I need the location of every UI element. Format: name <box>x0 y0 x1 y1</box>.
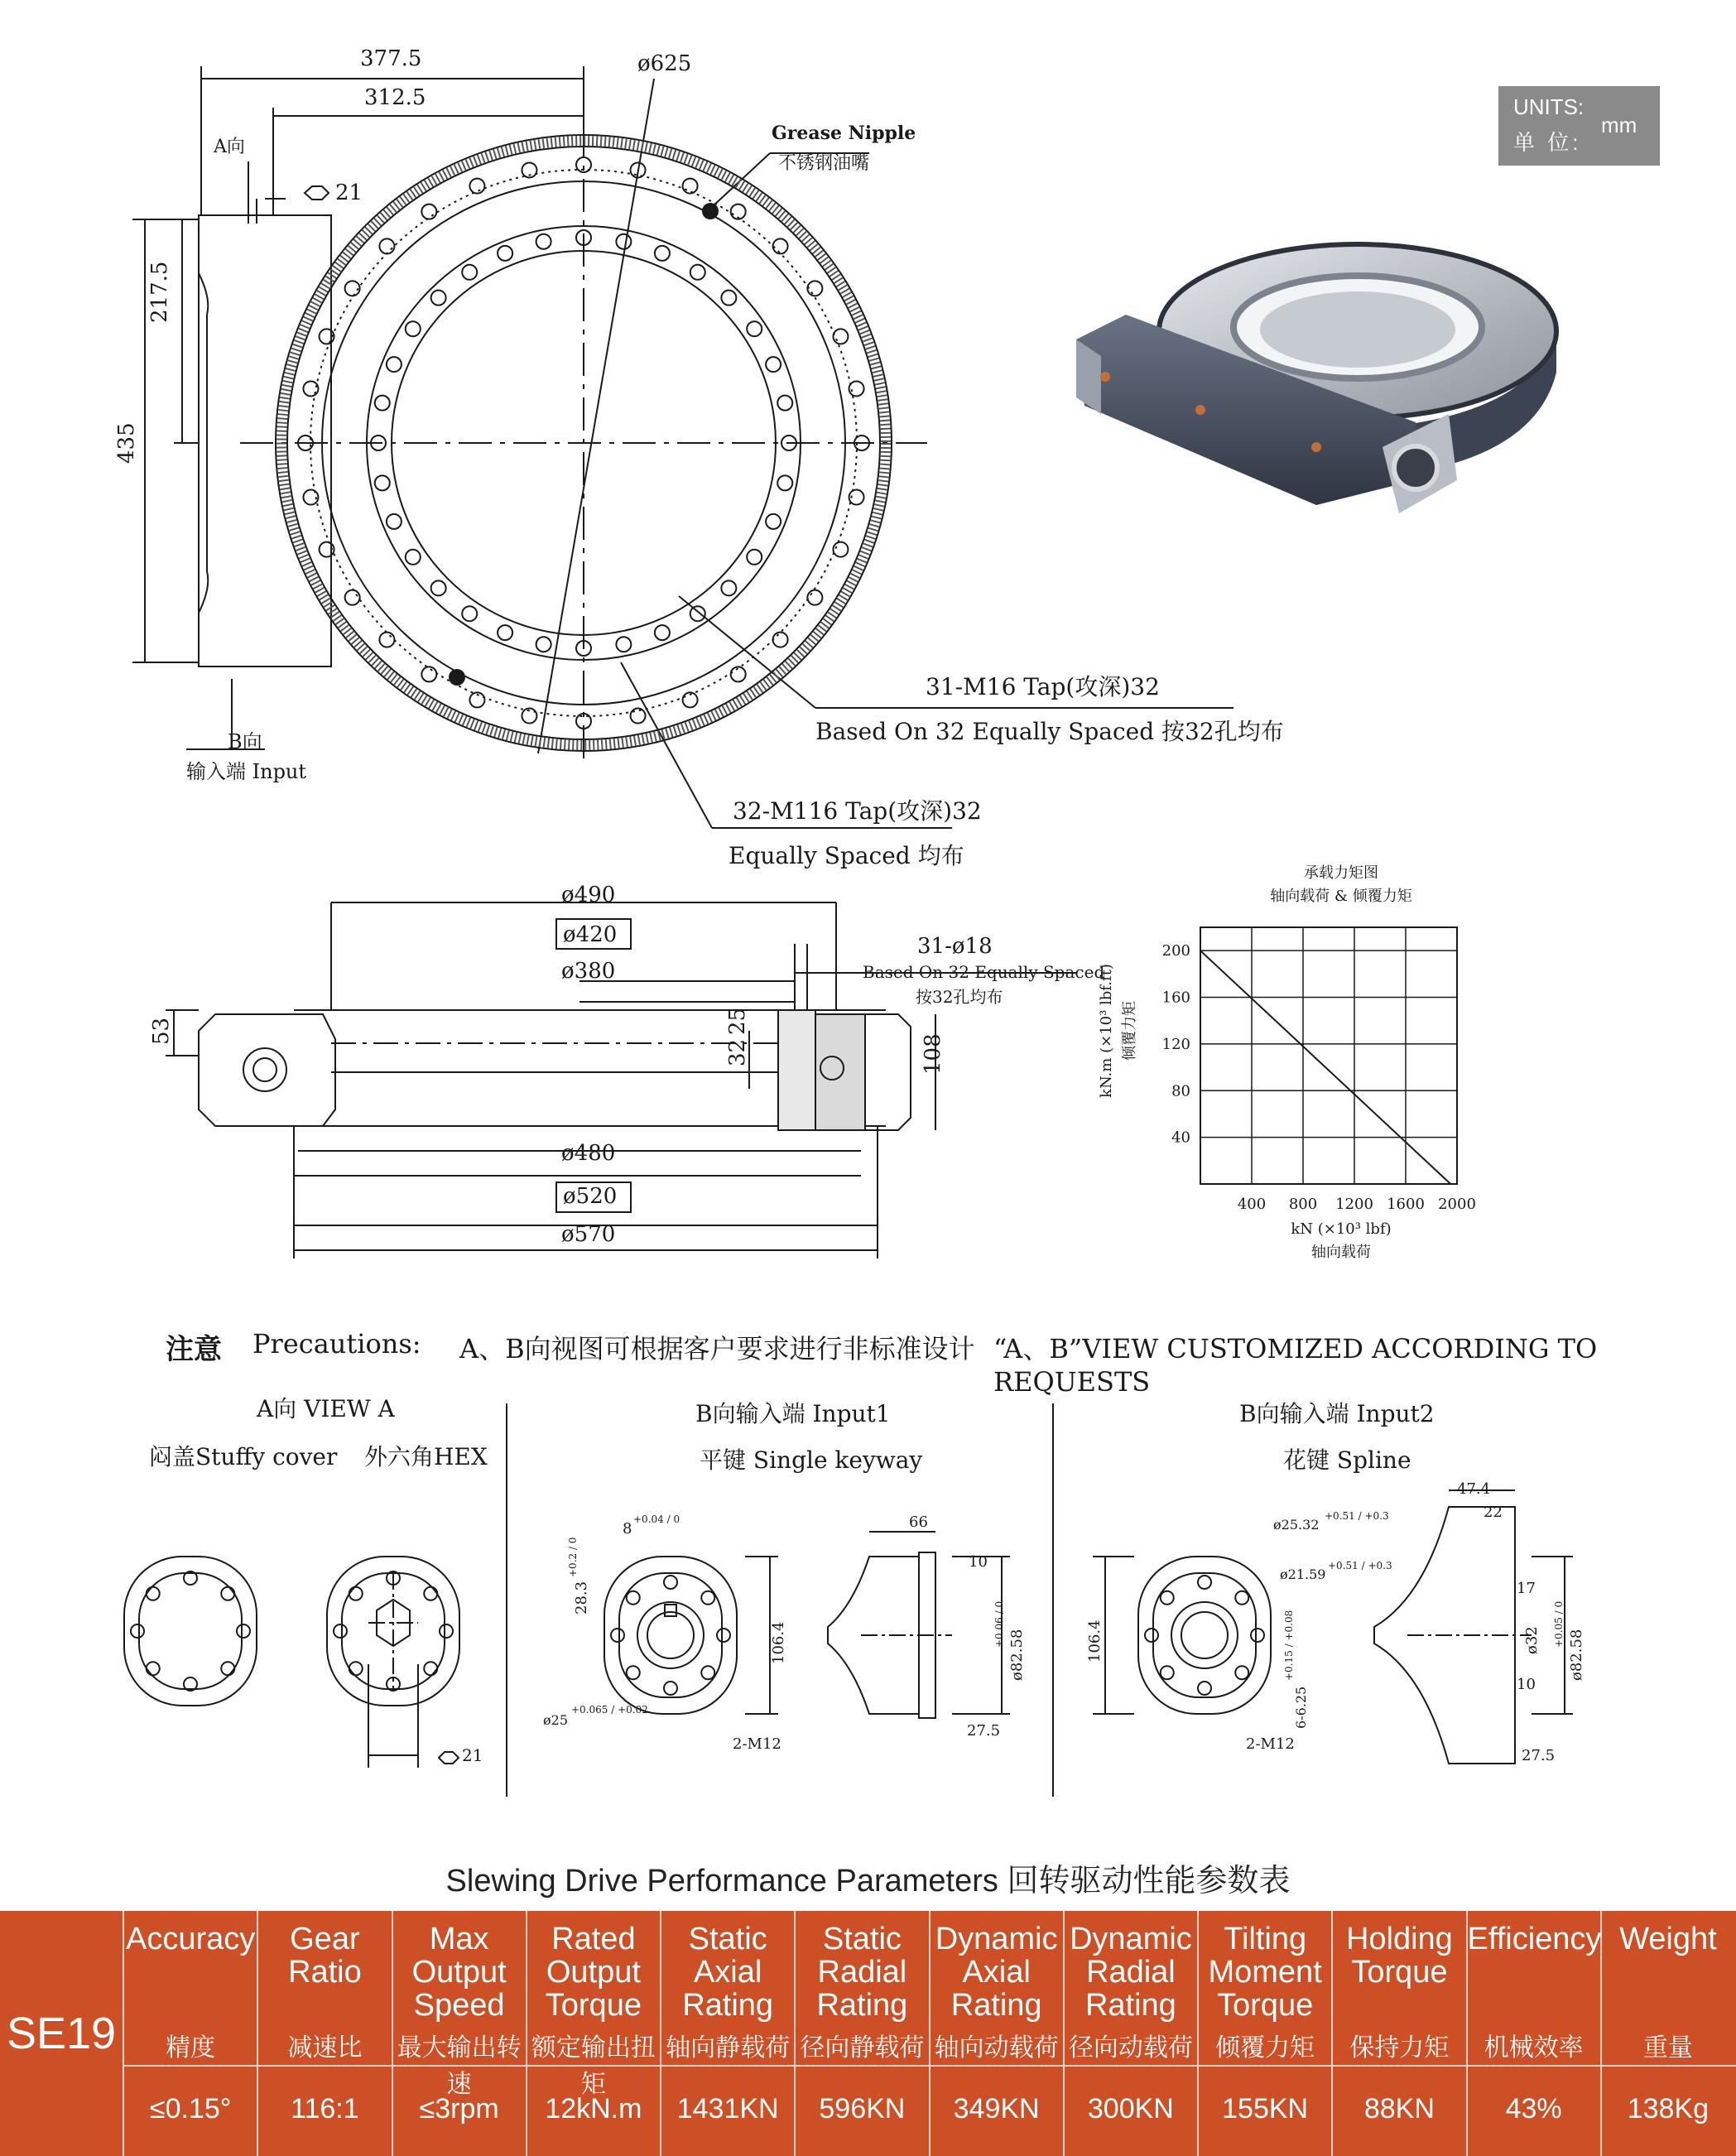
cover-bolt-hole <box>424 1587 437 1600</box>
input1-d66: 66 <box>909 1514 928 1531</box>
cover-bolt-hole <box>664 1576 677 1589</box>
chart-y-tick: 80 <box>1171 1082 1190 1100</box>
input1-title: B向输入端 Input1 <box>695 1400 891 1427</box>
bolt-hole <box>469 179 484 194</box>
input2-d82: ø82.58 <box>1568 1629 1585 1681</box>
input1-d25: ø25 <box>543 1712 568 1728</box>
units-label-zh: 单 位: <box>1513 130 1582 155</box>
precautions-en-label: Precautions: <box>252 1328 421 1360</box>
bolt-hole <box>690 265 705 280</box>
cover-bolt-hole <box>147 1587 160 1600</box>
bolt-hole <box>431 580 446 595</box>
column-header-zh: 额定输出扭矩 <box>531 2034 656 2098</box>
dim-312: 312.5 <box>364 85 426 110</box>
bolt-hole <box>747 321 762 336</box>
cover-bolt-hole <box>237 1624 250 1638</box>
table-column <box>1065 1911 1199 2156</box>
dim-32: 32 <box>725 1038 750 1066</box>
tap2-line1: 32-M116 Tap(攻深)32 <box>733 797 982 825</box>
bolt-hole <box>536 637 551 652</box>
bolt-hole <box>773 238 788 253</box>
chart-y-tick: 160 <box>1161 989 1190 1007</box>
input2-d25: ø25.32 <box>1273 1517 1320 1533</box>
column-header-en: Max Output Speed <box>411 1922 507 2023</box>
bolt-hole <box>655 246 670 261</box>
bolt-hole <box>421 205 436 219</box>
bolt-hole <box>721 291 736 306</box>
column-header-en: Accuracy <box>125 1922 256 1956</box>
bolt-hole <box>345 590 360 605</box>
hex-21: 21 <box>335 180 363 205</box>
bolt-hole <box>387 514 402 529</box>
bolt-hole <box>773 633 788 647</box>
dim-d520: ø520 <box>563 1184 618 1209</box>
view-a-sub-right: 外六角HEX <box>364 1443 488 1470</box>
bolt-hole <box>303 381 318 396</box>
cover-bolt-hole <box>1161 1666 1174 1679</box>
column-header-zh: 最大输出转速 <box>397 2034 522 2098</box>
bolt-hole <box>616 637 631 652</box>
cover-bolt-hole <box>701 1591 714 1605</box>
cover-bolt-hole <box>131 1624 144 1638</box>
tap2-line2: Equally Spaced 均布 <box>729 842 964 869</box>
chart-xlabel: kN (×10³ lbf) <box>1291 1220 1392 1238</box>
dim-108: 108 <box>921 1033 945 1075</box>
performance-table <box>0 1911 1736 2156</box>
input2-d32: ø32 <box>1523 1626 1541 1654</box>
table-column <box>124 1911 258 2156</box>
input2-d21: ø21.59 <box>1280 1566 1326 1582</box>
input2-d82-tol: +0.05 / 0 <box>1553 1600 1565 1648</box>
table-title: Slewing Drive Performance Parameters 回转驱动性能参数表 <box>445 1864 1291 1899</box>
bolt-hole <box>747 550 762 565</box>
cover-bolt-hole <box>1235 1591 1248 1605</box>
cover-bolt-hole <box>664 1682 677 1695</box>
input2-spline-tol: +0.15 / +0.08 <box>1283 1610 1295 1681</box>
input1-sub: 平键 Single keyway <box>700 1446 923 1474</box>
bolt-hole <box>406 550 421 565</box>
input2-d17: 17 <box>1517 1580 1536 1597</box>
dim-d420: ø420 <box>563 922 618 947</box>
cover-bolt-hole <box>1198 1682 1211 1695</box>
chart-frame <box>1200 927 1457 1184</box>
bolt-hole <box>406 321 421 336</box>
grease-nipple-zh: 不锈钢油嘴 <box>778 153 870 174</box>
bolt-hole <box>690 606 705 621</box>
column-value: ≤0.15° <box>149 2093 232 2125</box>
bolt-hole <box>387 357 402 372</box>
column-header-en: Dynamic Radial Rating <box>1069 1922 1192 2023</box>
input1-d10: 10 <box>969 1553 988 1571</box>
cover-bolt-hole <box>221 1662 234 1675</box>
dim-d480: ø480 <box>561 1141 616 1166</box>
bolt-hole <box>616 234 631 249</box>
column-value: 1431KN <box>676 2093 779 2125</box>
load-chart <box>1076 853 1507 1283</box>
column-header-zh: 保持力矩 <box>1349 2034 1450 2062</box>
chart-x-tick: 800 <box>1288 1196 1318 1213</box>
cover-bolt-hole <box>627 1591 640 1605</box>
precautions-zh-text: A、B向视图可根据客户要求进行非标准设计 <box>459 1333 975 1364</box>
input1-d106: 106.4 <box>770 1621 787 1664</box>
chart-y-tick: 200 <box>1161 942 1190 960</box>
column-value: 116:1 <box>291 2093 359 2125</box>
grease-nipple-icon-2 <box>449 669 465 686</box>
bolt-hole <box>849 381 864 396</box>
column-value: 88KN <box>1363 2093 1435 2125</box>
tap1-line2: Based On 32 Equally Spaced 按32孔均布 <box>815 718 1284 745</box>
table-column <box>393 1911 527 2156</box>
column-value: ≤3rpm <box>419 2093 499 2125</box>
input2-d22: 22 <box>1484 1504 1503 1521</box>
cover-bolt-hole <box>349 1662 363 1675</box>
column-header-en: Weight <box>1619 1922 1717 1956</box>
input2-d25-tol: +0.51 / +0.3 <box>1325 1510 1389 1522</box>
column-header-zh: 径向静载荷 <box>800 2034 925 2062</box>
precautions-zh-label: 注意 <box>166 1333 222 1366</box>
cover-bolt-hole <box>147 1662 160 1675</box>
chart-y-tick: 120 <box>1161 1035 1190 1053</box>
dia-625: ø625 <box>637 51 692 76</box>
column-value: 138Kg <box>1627 2093 1710 2125</box>
chart-ylabel: kN.m (×10³ lbf.ft) <box>1098 964 1115 1098</box>
bolt-hole <box>683 179 698 194</box>
input-label: 输入端 Input <box>186 760 307 783</box>
table-column <box>1199 1911 1333 2156</box>
column-header-zh: 径向动载荷 <box>1068 2034 1193 2062</box>
view-a-sub-left: 闷盖Stuffy cover <box>149 1443 338 1470</box>
column-value: 349KN <box>953 2093 1040 2125</box>
input1-m12: 2-M12 <box>733 1735 781 1753</box>
units-value: mm <box>1601 113 1637 137</box>
column-header-zh: 减速比 <box>287 2034 363 2062</box>
input2-d47: 47.4 <box>1457 1480 1491 1498</box>
input2-m12: 2-M12 <box>1246 1735 1295 1753</box>
a-view-label: A向 <box>214 137 245 157</box>
cover-bolt-hole <box>440 1624 453 1638</box>
tap1-line1: 31-M16 Tap(攻深)32 <box>926 673 1160 700</box>
dim-25: 25 <box>725 1007 750 1035</box>
hex-icon <box>305 186 329 200</box>
chart-x-tick: 1200 <box>1335 1196 1373 1213</box>
chart-xlabel-zh: 轴向载荷 <box>1311 1244 1371 1261</box>
view-a-title: A向 VIEW A <box>257 1395 395 1422</box>
b-view-label: B向 <box>228 730 262 753</box>
cover-bolt-hole <box>1161 1591 1174 1605</box>
bolt-hole <box>721 580 736 595</box>
input2-d27: 27.5 <box>1522 1747 1556 1764</box>
dim-d490: ø490 <box>561 883 616 907</box>
cover-bolt-hole <box>611 1629 624 1642</box>
table-column <box>661 1911 796 2156</box>
input1-d28: 28.3 <box>573 1581 590 1615</box>
cover-bolt-hole <box>627 1666 640 1679</box>
bolt-hole <box>777 475 792 490</box>
bolt-hole <box>833 329 848 344</box>
cover-bolt-hole <box>701 1666 714 1679</box>
bolt-hole <box>421 667 436 681</box>
bolt-hole <box>766 357 781 372</box>
view-a-hex: 21 <box>462 1745 483 1765</box>
input1-d82-tol: +0.06 / 0 <box>993 1600 1005 1648</box>
dim-53: 53 <box>149 1017 174 1045</box>
table-column <box>527 1911 661 2156</box>
bolt-hole <box>379 633 394 647</box>
cover-bolt-hole <box>349 1587 363 1600</box>
column-value: 43% <box>1505 2093 1562 2125</box>
table-column <box>258 1911 392 2156</box>
cover-bolt-hole <box>424 1662 437 1675</box>
holes-line1: 31-ø18 <box>917 934 993 959</box>
chart-x-tick: 2000 <box>1438 1196 1476 1213</box>
cover-bolt-hole <box>1235 1666 1248 1679</box>
bolt-hole <box>462 606 477 621</box>
input2-d10: 10 <box>1517 1676 1536 1693</box>
bolt-hole <box>379 238 394 253</box>
bolt-hole <box>462 265 477 280</box>
column-header-en: Tilting Moment Torque <box>1208 1922 1322 2023</box>
bolt-hole <box>498 246 512 261</box>
dim-d570: ø570 <box>561 1222 616 1247</box>
bolt-hole <box>375 475 390 490</box>
table-column <box>1468 1911 1602 2156</box>
table-column <box>1602 1911 1734 2156</box>
bolt-hole <box>536 234 551 249</box>
units-label-en: UNITS: <box>1513 94 1585 119</box>
grease-nipple-en: Grease Nipple <box>772 123 916 144</box>
column-header-en: Rated Output Torque <box>545 1922 642 2023</box>
column-header-zh: 倾覆力矩 <box>1215 2034 1315 2062</box>
dim-377: 377.5 <box>360 46 422 71</box>
column-header-en: Efficiency <box>1467 1922 1602 1956</box>
input2-d106: 106.4 <box>1086 1619 1104 1663</box>
cover-bolt-hole <box>1251 1629 1264 1642</box>
column-header-zh: 重量 <box>1642 2034 1693 2062</box>
column-header-en: Dynamic Axial Rating <box>935 1922 1058 2023</box>
bolt-hole <box>431 291 446 306</box>
column-header-zh: 机械效率 <box>1484 2034 1584 2062</box>
input2-sub: 花键 Spline <box>1283 1446 1411 1474</box>
input2-title: B向输入端 Input2 <box>1239 1400 1435 1427</box>
input1-d25-tol: +0.065 / +0.02 <box>571 1704 648 1716</box>
bolt-hole <box>833 542 848 557</box>
input1-d27: 27.5 <box>967 1722 1001 1740</box>
chart-x-tick: 1600 <box>1387 1196 1425 1213</box>
bolt-hole <box>655 625 670 640</box>
chart-ylabel-zh: 倾覆力矩 <box>1121 1001 1138 1061</box>
column-header-zh: 轴向动载荷 <box>934 2034 1059 2062</box>
column-header-en: Holding Torque <box>1345 1922 1453 1990</box>
precautions-en-text: “A、B”VIEW CUSTOMIZED ACCORDING TO REQUESTS <box>993 1333 1598 1398</box>
cover-bolt-hole <box>717 1629 730 1642</box>
column-value: 596KN <box>819 2093 906 2125</box>
column-header-en: Static Axial Rating <box>682 1922 774 2023</box>
cover-bolt-hole <box>1198 1576 1211 1589</box>
grease-nipple-icon <box>702 203 719 219</box>
column-header-zh: 轴向静载荷 <box>666 2034 791 2062</box>
table-column <box>796 1911 930 2156</box>
bolt-hole <box>631 709 646 724</box>
cover-bolt-hole <box>221 1587 234 1600</box>
bolt-hole <box>807 590 822 605</box>
bolt-hole <box>766 514 781 529</box>
model-cell: SE19 <box>0 1911 124 2156</box>
bolt-hole <box>375 396 390 411</box>
bolt-hole <box>777 396 792 411</box>
input1-d82: ø82.58 <box>1008 1629 1026 1681</box>
input2-d21-tol: +0.51 / +0.3 <box>1328 1560 1392 1571</box>
cover-bolt-hole <box>334 1624 347 1638</box>
column-header-en: Gear Ratio <box>288 1922 362 1990</box>
dim-d380: ø380 <box>561 959 616 984</box>
column-value: 12kN.m <box>545 2093 642 2125</box>
dim-435: 435 <box>114 422 139 464</box>
column-header-zh: 精度 <box>166 2034 216 2062</box>
chart-y-tick: 40 <box>1171 1129 1190 1147</box>
dim-217: 217.5 <box>147 261 172 323</box>
column-header-en: Static Radial Rating <box>816 1922 908 2023</box>
input1-d8: 8 <box>623 1520 632 1538</box>
column-value: 300KN <box>1087 2093 1174 2125</box>
column-value: 155KN <box>1222 2093 1309 2125</box>
chart-x-tick: 400 <box>1237 1196 1267 1213</box>
table-column <box>931 1911 1065 2156</box>
table-column <box>1333 1911 1467 2156</box>
chart-subtitle: 轴向载荷 & 倾覆力矩 <box>1270 888 1412 905</box>
cover-bolt-hole <box>1145 1629 1158 1642</box>
chart-title: 承载力矩图 <box>1304 864 1378 882</box>
holes-line2: Based On 32 Equally Spaced <box>863 962 1105 982</box>
input2-spline: 6-6.25 <box>1293 1686 1309 1729</box>
input1-d28-tol: +0.2 / 0 <box>567 1537 579 1577</box>
bolt-hole <box>498 625 512 640</box>
hex-icon-view-a <box>439 1752 459 1764</box>
input1-d8-tol: +0.04 / 0 <box>633 1514 680 1525</box>
holes-line3: 按32孔均布 <box>916 987 1003 1007</box>
chart-series-line <box>1200 950 1450 1184</box>
